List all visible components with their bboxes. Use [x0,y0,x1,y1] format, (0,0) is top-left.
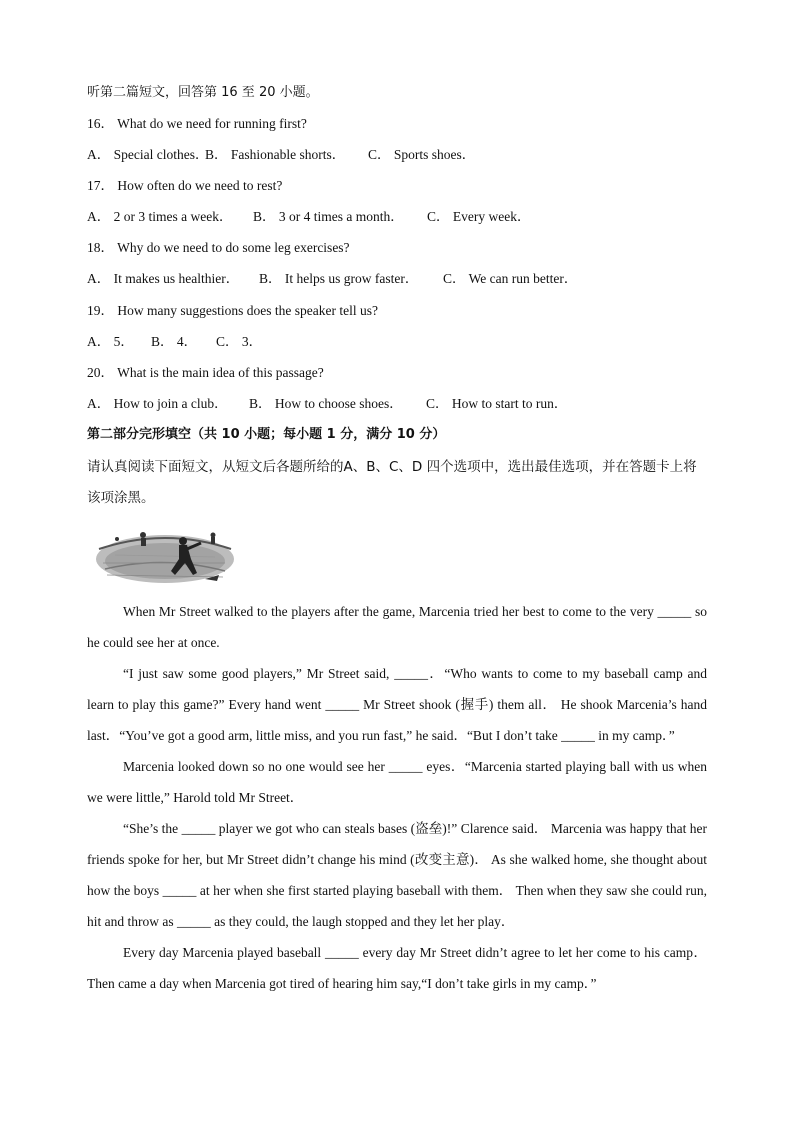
passage-paragraph: When Mr Street walked to the players after the game, Marcenia tried her best to come to the very _____ so he could see her at once. [87,604,707,650]
options-17 [87,208,530,226]
section-b-instruction: 请认真阅读下面短文，从短文后各题所给的A、B、C、D 四个选项中，选出最佳选项，并在答题卡上将该项涂黑。 [87,459,697,506]
option-a: A． 2 or 3 times a week． [87,209,233,224]
option-b: B． How to choose shoes． [249,396,403,411]
passage-paragraph: Marcenia looked down so no one would see her _____ eyes．“Marcenia started playing ball with us when we were little,” Harold told Mr Street． [87,759,707,805]
option-b: B． 4． [151,334,198,349]
option-c: C． How to start to run． [426,396,568,411]
option-b: B． It helps us grow faster． [259,271,419,286]
baseball-illustration [95,519,235,589]
section-b-heading: 第二部分完形填空（共 10 小题；每小题 1 分，满分 10 分） [87,427,446,442]
passage-paragraph: Every day Marcenia played baseball _____ every day Mr Street didn’t agree to let her come to his camp． Then came a day when Marcenia got tired of hearing him say,“I don’t take girls in my camp．” [87,945,707,991]
options-18 [87,270,577,288]
option-c: C． 3． [216,334,263,349]
cloze-passage [87,596,707,999]
question-17: 17． How often do we need to rest? [87,178,283,193]
options-19 [87,333,262,351]
option-c: C． We can run better． [443,271,578,286]
option-a: A． Special clothes． [87,147,209,162]
option-a: A． How to join a club． [87,396,228,411]
option-c: C． Sports shoes． [368,147,476,162]
passage-paragraph: “She’s the _____ player we got who can steals bases (盗垒)!” Clarence said． Marcenia was happy that her friends spoke for her, but Mr Street didn’t change his mind (改变主意)． As she walked home, she thought about how the boys _____ at her when she first started playing baseball with them． Then when they saw she could run, hit and throw as _____ as they could, the laugh stopped and they let her play． [87,821,707,929]
option-b: B． Fashionable shorts． [205,147,346,162]
question-16: 16． What do we need for running first? [87,116,307,131]
options-16 [87,146,475,164]
option-b: B． 3 or 4 times a month． [253,209,404,224]
option-c: C． Every week． [427,209,531,224]
question-19: 19． How many suggestions does the speaker tell us? [87,303,378,318]
option-a: A． 5． [87,334,134,349]
question-18: 18． Why do we need to do some leg exercises? [87,240,350,255]
options-20 [87,395,567,413]
option-a: A． It makes us healthier． [87,271,240,286]
section-a-intro: 听第二篇短文，回答第 16 至 20 小题。 [87,85,319,100]
passage-paragraph: “I just saw some good players,” Mr Street said, _____．“Who wants to come to my baseball camp and learn to play this game?” Every hand went _____ Mr Street shook (握手) them all． He shook Marcenia’s hand last．“You’ve got a good arm, little miss, and you run fast,” he said．“But I don’t take _____ in my camp．” [87,666,707,743]
question-20: 20． What is the main idea of this passage? [87,365,324,380]
